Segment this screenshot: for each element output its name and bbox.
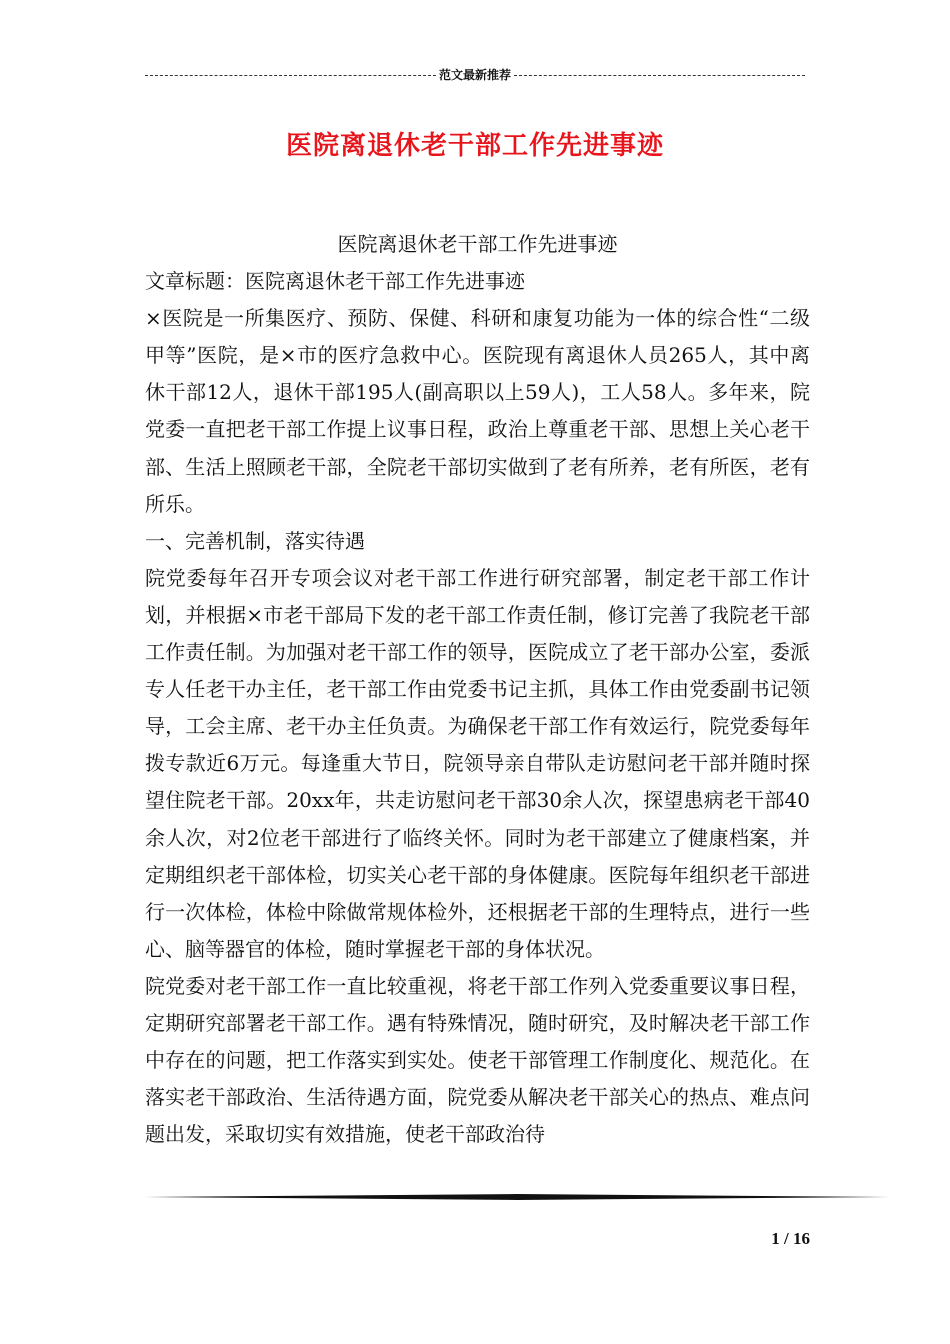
document-title: 医院离退休老干部工作先进事迹 <box>285 131 664 161</box>
article-title-line: 文章标题：医院离退休老干部工作先进事迹 <box>145 269 525 294</box>
header-dash-left <box>145 75 436 76</box>
footer-rule-graphic <box>145 1194 890 1200</box>
paragraph-mechanism: 院党委每年召开专项会议对老干部工作进行研究部署，制定老干部工作计划，并根据×市老干部局下发的老干部工作责任制，修订完善了我院老干部工作责任制。为加强对老干部工作的领导，医院成立了老干部办公室，委派专人任老干办主任，老干部工作由党委书记主抓，具体工作由党委副书记领导，工会主席、老干办主任负责。为确保老干部工作有效运行，院党委每年拨专款近6万元。每逢重大节日，院领导亲自带队走访慰问老干部并随时探望住院老干部。20xx年，共走访慰问老干部30余人次，探望患病老干部40余人次，对2位老干部进行了临终关怀。同时为老干部建立了健康档案，并定期组织老干部体检，切实关心老干部的身体健康。医院每年组织老干部进行一次体检，体检中除做常规体检外，还根据老干部的生理特点，进行一些心、脑等器官的体检，随时掌握老干部的身体状况。 <box>145 565 810 961</box>
page-number-current: 1 <box>771 1229 780 1248</box>
page-number <box>720 1229 810 1249</box>
page-number-total: 16 <box>793 1229 810 1248</box>
page-number-separator: / <box>779 1229 793 1248</box>
document-body <box>145 226 810 1153</box>
footer-rule <box>145 1194 890 1200</box>
header-banner-text: 范文最新推荐 <box>439 68 512 82</box>
section-heading: 一、完善机制，落实待遇 <box>145 528 365 553</box>
header-dash-right <box>514 75 805 76</box>
paragraph-party-committee: 院党委对老干部工作一直比较重视，将老干部工作列入党委重要议事日程，定期研究部署老干部工作。遇有特殊情况，随时研究，及时解决老干部工作中存在的问题，把工作落实到实处。使老干部管理工作制度化、规范化。在落实老干部政治、生活待遇方面，院党委从解决老干部关心的热点、难点问题出发，采取切实有效措施，使老干部政治待 <box>145 973 810 1147</box>
body-subtitle: 医院离退休老干部工作先进事迹 <box>337 232 618 256</box>
paragraph-intro: ×医院是一所集医疗、预防、保健、科研和康复功能为一体的综合性“二级甲等”医院，是×市的医疗急救中心。医院现有离退休人员265人，其中离休干部12人，退休干部195人(副高职以上59人)，工人58人。多年来，院党委一直把老干部工作提上议事日程，政治上尊重老干部、思想上关心老干部、生活上照顾老干部，全院老干部切实做到了老有所养，老有所医，老有所乐。 <box>145 306 810 516</box>
header-banner <box>145 68 805 82</box>
